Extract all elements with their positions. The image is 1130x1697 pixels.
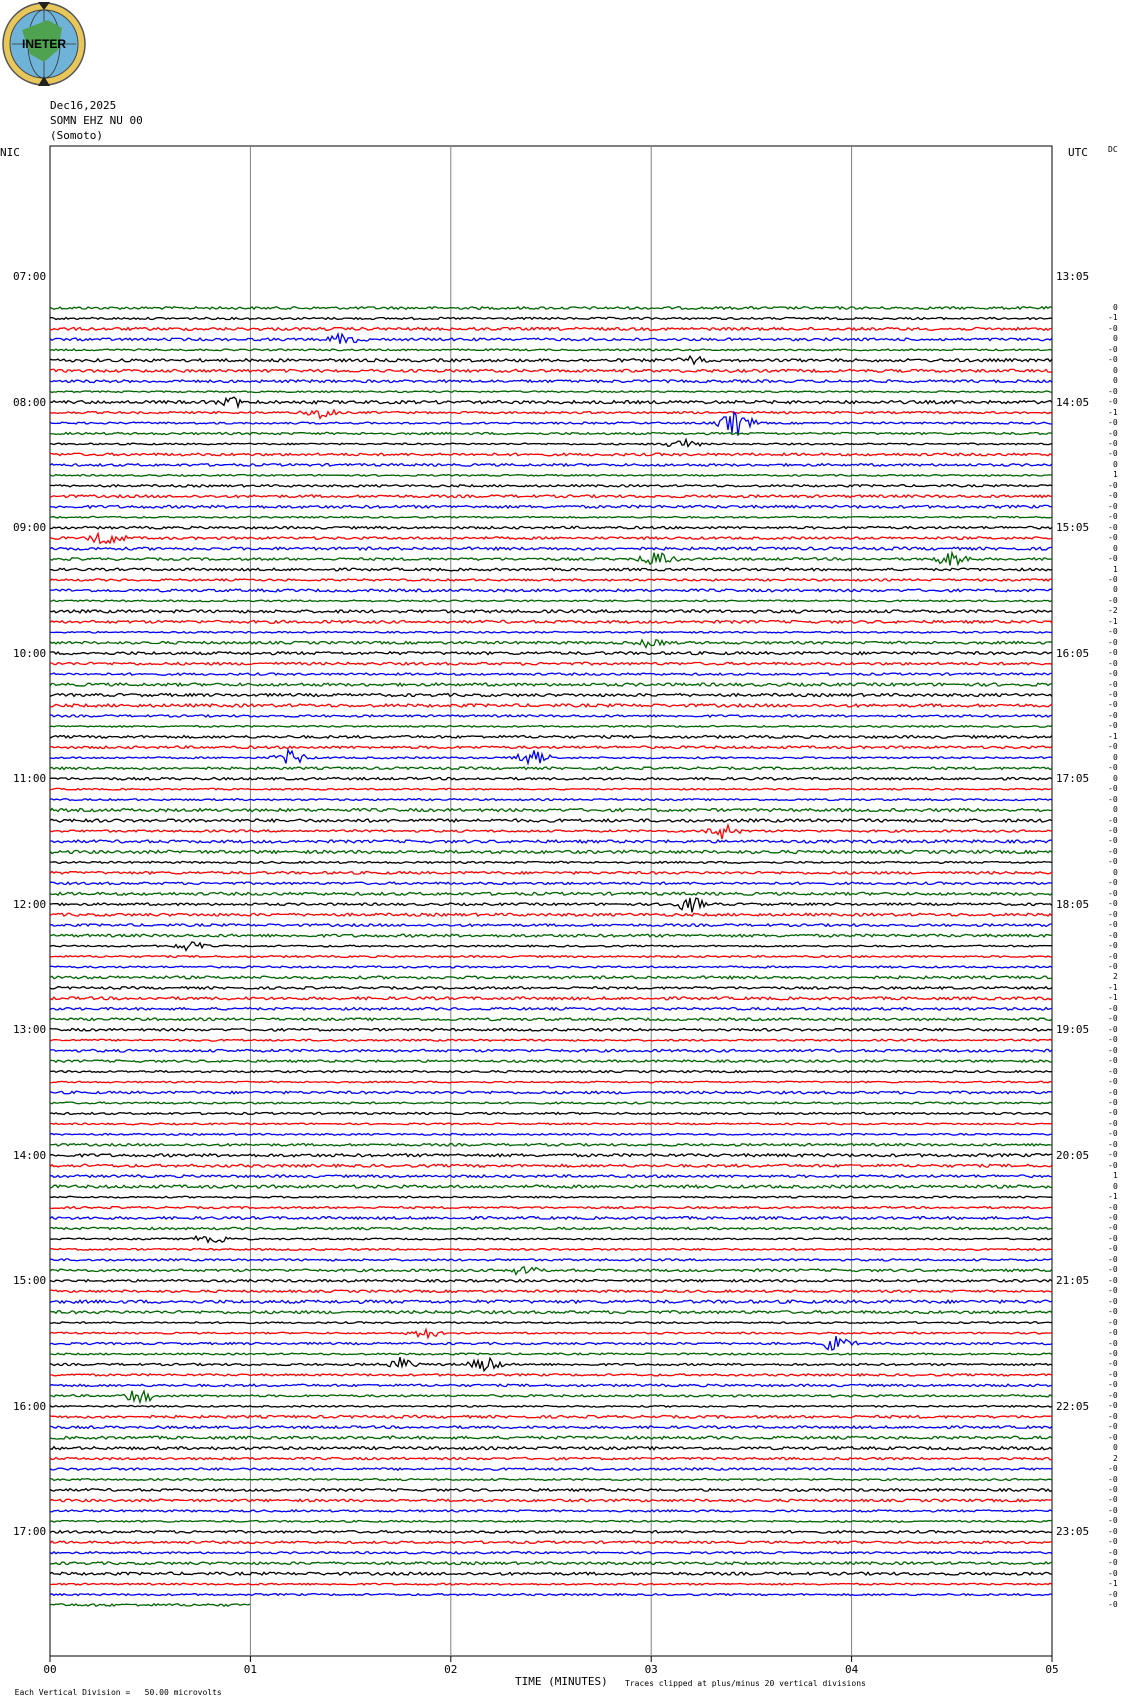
trace-offset-label: -0 xyxy=(1108,1568,1118,1578)
trace-0 xyxy=(50,307,1052,310)
trace-offset-label: -0 xyxy=(1108,930,1118,940)
trace-67 xyxy=(50,1008,1052,1011)
trace-74 xyxy=(50,1081,1052,1083)
trace-117 xyxy=(50,1531,1052,1534)
trace-110 xyxy=(50,1457,1052,1459)
trace-87 xyxy=(50,1217,1052,1220)
trace-offset-label: -0 xyxy=(1108,669,1118,679)
trace-offset-label: -0 xyxy=(1108,418,1118,428)
trace-offset-label: -0 xyxy=(1108,700,1118,710)
trace-offset-label: -0 xyxy=(1108,438,1118,448)
trace-offset-label: -0 xyxy=(1108,501,1118,511)
trace-78 xyxy=(50,1123,1052,1125)
left-timezone-label: NIC xyxy=(0,146,20,159)
trace-offset-label: -0 xyxy=(1108,522,1118,532)
trace-offset-label: 0 xyxy=(1113,543,1118,553)
scale-note-text: Each Vertical Division = 50.00 microvolts xyxy=(14,1688,222,1697)
trace-31 xyxy=(50,631,1052,633)
trace-offset-label: -0 xyxy=(1108,888,1118,898)
trace-100 xyxy=(50,1353,1052,1355)
trace-45 xyxy=(50,778,1052,780)
trace-offset-label: -0 xyxy=(1108,1390,1118,1400)
x-tick-label-0: 00 xyxy=(43,1663,57,1676)
trace-32 xyxy=(50,640,1052,648)
trace-35 xyxy=(50,673,1052,675)
trace-25 xyxy=(50,568,1052,571)
trace-33 xyxy=(50,652,1052,655)
trace-offset-label: -0 xyxy=(1108,1003,1118,1013)
trace-53 xyxy=(50,861,1052,863)
trace-offset-label: -0 xyxy=(1108,1547,1118,1557)
trace-12 xyxy=(50,432,1052,434)
hour-label-utc: 19:05 xyxy=(1056,1023,1090,1036)
hour-label-utc: 14:05 xyxy=(1056,395,1090,409)
trace-50 xyxy=(50,825,1052,839)
trace-offset-label: -1 xyxy=(1108,982,1118,992)
hour-label-local: 09:00 xyxy=(13,521,47,534)
trace-offset-label: -0 xyxy=(1108,920,1118,930)
trace-offset-label: -0 xyxy=(1108,1202,1118,1212)
trace-40 xyxy=(50,726,1052,728)
trace-offset-label: -0 xyxy=(1108,658,1118,668)
trace-offset-label: -0 xyxy=(1108,721,1118,731)
hour-label-local: 07:00 xyxy=(13,270,47,283)
hour-label-utc: 17:05 xyxy=(1056,772,1090,785)
trace-49 xyxy=(50,819,1052,822)
trace-offset-label: -0 xyxy=(1108,533,1118,543)
trace-offset-label: -0 xyxy=(1108,355,1118,365)
trace-offset-label: -0 xyxy=(1108,1526,1118,1536)
trace-4 xyxy=(50,349,1052,351)
trace-44 xyxy=(50,767,1052,770)
trace-119 xyxy=(50,1552,1052,1554)
trace-52 xyxy=(50,850,1052,853)
trace-offset-label: -0 xyxy=(1108,1129,1118,1139)
trace-113 xyxy=(50,1489,1052,1492)
trace-offset-label: -0 xyxy=(1108,1537,1118,1547)
trace-62 xyxy=(50,956,1052,958)
trace-28 xyxy=(50,600,1052,602)
trace-92 xyxy=(50,1267,1052,1275)
trace-118 xyxy=(50,1541,1052,1543)
trace-offset-label: -0 xyxy=(1108,1275,1118,1285)
trace-offset-label: -0 xyxy=(1108,1484,1118,1494)
trace-112 xyxy=(50,1479,1052,1481)
trace-36 xyxy=(50,683,1052,686)
clip-note: Traces clipped at plus/minus 20 vertical divisions xyxy=(625,1679,866,1688)
trace-111 xyxy=(50,1468,1052,1470)
hour-label-local: 12:00 xyxy=(13,897,47,911)
trace-26 xyxy=(50,579,1052,581)
trace-47 xyxy=(50,799,1052,801)
trace-offset-label: 0 xyxy=(1113,303,1118,312)
trace-offset-label: -0 xyxy=(1108,1150,1118,1160)
trace-offset-label: 0 xyxy=(1113,365,1118,375)
trace-56 xyxy=(50,892,1052,895)
trace-offset-label: -0 xyxy=(1108,1024,1118,1034)
trace-offset-label: -0 xyxy=(1108,679,1118,689)
trace-106 xyxy=(50,1415,1052,1418)
trace-offset-label: -0 xyxy=(1108,512,1118,522)
x-tick-label-3: 03 xyxy=(644,1663,658,1676)
trace-offset-label: 1 xyxy=(1113,564,1118,574)
trace-offset-label: -0 xyxy=(1108,1558,1118,1568)
trace-75 xyxy=(50,1091,1052,1094)
corner-label: DC xyxy=(1108,145,1118,154)
hour-label-local: 08:00 xyxy=(13,395,47,409)
trace-5 xyxy=(50,356,1052,364)
trace-73 xyxy=(50,1071,1052,1073)
trace-18 xyxy=(50,495,1052,498)
hour-label-utc: 21:05 xyxy=(1056,1274,1090,1287)
trace-14 xyxy=(50,453,1052,456)
trace-offset-label: -0 xyxy=(1108,836,1118,846)
hour-label-local: 10:00 xyxy=(13,646,47,660)
trace-offset-label: -0 xyxy=(1108,1286,1118,1296)
trace-offset-label: -0 xyxy=(1108,1349,1118,1358)
hour-label-utc: 13:05 xyxy=(1056,270,1090,283)
trace-offset-label: -0 xyxy=(1108,449,1118,459)
trace-offset-label: -0 xyxy=(1108,595,1118,605)
trace-offset-label: -0 xyxy=(1108,1254,1118,1264)
date-label: Dec16,2025 xyxy=(50,99,117,112)
trace-offset-label: -0 xyxy=(1108,1401,1118,1411)
trace-116 xyxy=(50,1521,1052,1523)
right-timezone-label: UTC xyxy=(1068,146,1088,159)
trace-39 xyxy=(50,715,1052,717)
trace-70 xyxy=(50,1039,1052,1041)
trace-offset-label: -0 xyxy=(1108,1035,1118,1045)
hour-label-local: 16:00 xyxy=(13,1399,47,1413)
trace-82 xyxy=(50,1164,1052,1167)
trace-offset-label: -0 xyxy=(1108,1223,1118,1233)
trace-83 xyxy=(50,1175,1052,1178)
trace-offset-label: -0 xyxy=(1108,1118,1118,1128)
trace-offset-label: 0 xyxy=(1113,773,1118,783)
trace-offset-label: -0 xyxy=(1108,627,1118,637)
trace-34 xyxy=(50,662,1052,665)
trace-offset-label: -0 xyxy=(1108,1307,1118,1317)
trace-109 xyxy=(50,1447,1052,1450)
trace-offset-label: -0 xyxy=(1108,941,1118,951)
trace-2 xyxy=(50,328,1052,331)
trace-8 xyxy=(50,391,1052,393)
trace-offset-label: -0 xyxy=(1108,1045,1118,1055)
trace-102 xyxy=(50,1374,1052,1376)
trace-91 xyxy=(50,1259,1052,1261)
trace-offset-label: -0 xyxy=(1108,899,1118,909)
trace-offset-label: -0 xyxy=(1108,1087,1118,1097)
hour-label-utc: 23:05 xyxy=(1056,1525,1090,1538)
trace-108 xyxy=(50,1436,1052,1439)
x-tick-label-2: 02 xyxy=(444,1663,458,1676)
trace-97 xyxy=(50,1322,1052,1324)
trace-offset-label: -0 xyxy=(1108,1233,1118,1243)
traces xyxy=(50,307,1052,1607)
trace-offset-label: -0 xyxy=(1108,1505,1118,1515)
trace-offset-label: -0 xyxy=(1108,1411,1118,1421)
trace-29 xyxy=(50,610,1052,613)
trace-1 xyxy=(50,317,1052,319)
trace-offset-label: 0 xyxy=(1113,459,1118,469)
trace-offset-label: -1 xyxy=(1108,993,1118,1003)
x-tick-label-4: 04 xyxy=(844,1663,859,1676)
trace-22 xyxy=(50,534,1052,544)
trace-offset-label: -0 xyxy=(1108,648,1118,658)
trace-48 xyxy=(50,809,1052,812)
trace-offset-label: -0 xyxy=(1108,846,1118,856)
trace-offset-label: -0 xyxy=(1108,554,1118,564)
trace-offset-label: -0 xyxy=(1108,1474,1118,1484)
trace-19 xyxy=(50,505,1052,508)
trace-81 xyxy=(50,1154,1052,1157)
trace-93 xyxy=(50,1280,1052,1282)
trace-offset-label: -0 xyxy=(1108,344,1118,354)
trace-offset-label: -0 xyxy=(1108,480,1118,490)
trace-offset-label: -0 xyxy=(1108,690,1118,700)
trace-23 xyxy=(50,547,1052,550)
trace-offset-label: -0 xyxy=(1108,1056,1118,1066)
trace-offset-label: -0 xyxy=(1108,1589,1118,1599)
trace-offset-label: -0 xyxy=(1108,742,1118,752)
trace-offset-label: -0 xyxy=(1108,1097,1118,1107)
trace-offset-label: -1 xyxy=(1108,616,1118,626)
trace-55 xyxy=(50,882,1052,884)
trace-offset-label: 0 xyxy=(1113,867,1118,877)
trace-offset-label: -1 xyxy=(1108,1192,1118,1202)
trace-98 xyxy=(50,1329,1052,1337)
trace-9 xyxy=(50,397,1052,407)
trace-offset-label: -2 xyxy=(1108,606,1118,616)
trace-94 xyxy=(50,1290,1052,1292)
trace-offset-label: -0 xyxy=(1108,961,1118,971)
trace-offset-label: -0 xyxy=(1108,710,1118,720)
trace-offset-label: -0 xyxy=(1108,1369,1118,1379)
trace-24 xyxy=(50,553,1052,566)
trace-89 xyxy=(50,1236,1052,1242)
trace-121 xyxy=(50,1572,1052,1575)
trace-76 xyxy=(50,1102,1052,1104)
hour-label-utc: 18:05 xyxy=(1056,897,1090,911)
trace-offset-label: -0 xyxy=(1108,1422,1118,1432)
trace-42 xyxy=(50,746,1052,749)
trace-offset-label: -0 xyxy=(1108,1108,1118,1118)
trace-offset-label: -0 xyxy=(1108,574,1118,584)
trace-offset-label: -0 xyxy=(1108,491,1118,501)
trace-offset-label: -0 xyxy=(1108,784,1118,794)
x-tick-label-5: 05 xyxy=(1045,1663,1059,1676)
trace-offset-label: 1 xyxy=(1113,470,1118,480)
trace-offset-label: -0 xyxy=(1108,1244,1118,1254)
trace-16 xyxy=(50,475,1052,477)
trace-offset-label: -0 xyxy=(1108,1516,1118,1526)
trace-offset-label: 0 xyxy=(1113,376,1118,386)
trace-offset-label: -0 xyxy=(1108,386,1118,396)
trace-46 xyxy=(50,788,1052,790)
trace-offset-label: -0 xyxy=(1108,826,1118,835)
trace-71 xyxy=(50,1049,1052,1052)
logo-text: INETER xyxy=(21,37,67,51)
trace-offset-label: 2 xyxy=(1113,1453,1118,1463)
trace-offset-label: -1 xyxy=(1108,407,1118,417)
trace-offset-label: -0 xyxy=(1108,1160,1118,1170)
trace-offset-label: -0 xyxy=(1108,1495,1118,1505)
trace-80 xyxy=(50,1144,1052,1146)
trace-offset-label: -0 xyxy=(1108,1066,1118,1076)
trace-61 xyxy=(50,942,1052,950)
trace-offset-label: -0 xyxy=(1108,1432,1118,1442)
trace-72 xyxy=(50,1060,1052,1062)
trace-offset-label: -0 xyxy=(1108,1265,1118,1275)
x-axis-label: TIME (MINUTES) xyxy=(515,1675,608,1688)
trace-64 xyxy=(50,976,1052,979)
trace-offset-label: 0 xyxy=(1113,585,1118,595)
trace-123 xyxy=(50,1594,1052,1596)
trace-offset-label: -0 xyxy=(1108,397,1118,407)
trace-offset-label: 0 xyxy=(1113,1181,1118,1191)
trace-offset-label: -0 xyxy=(1108,794,1118,804)
trace-51 xyxy=(50,840,1052,843)
trace-offset-label: 0 xyxy=(1113,752,1118,762)
trace-offset-label: -0 xyxy=(1108,1338,1118,1348)
hour-label-local: 15:00 xyxy=(13,1274,47,1287)
trace-57 xyxy=(50,898,1052,913)
hour-label-utc: 16:05 xyxy=(1056,646,1090,660)
trace-69 xyxy=(50,1029,1052,1032)
hour-label-local: 14:00 xyxy=(13,1148,47,1162)
trace-offset-label: -0 xyxy=(1108,1014,1118,1024)
trace-17 xyxy=(50,485,1052,487)
trace-offset-label: 0 xyxy=(1113,1443,1118,1453)
trace-65 xyxy=(50,987,1052,989)
trace-38 xyxy=(50,704,1052,707)
trace-99 xyxy=(50,1336,1052,1350)
hour-label-local: 17:00 xyxy=(13,1525,47,1538)
trace-offset-label: -0 xyxy=(1108,637,1118,647)
trace-offset-label: -0 xyxy=(1108,1296,1118,1306)
trace-offset-label: -0 xyxy=(1108,428,1118,438)
trace-offset-label: -0 xyxy=(1108,1328,1118,1338)
scale-note xyxy=(5,1679,222,1697)
trace-15 xyxy=(50,464,1052,467)
trace-41 xyxy=(50,736,1052,739)
trace-offset-label: -0 xyxy=(1108,1077,1118,1087)
trace-offset-label: -0 xyxy=(1108,1139,1118,1149)
trace-offset-label: -0 xyxy=(1108,857,1118,867)
trace-20 xyxy=(50,516,1052,518)
trace-10 xyxy=(50,410,1052,418)
x-tick-label-1: 01 xyxy=(243,1663,258,1676)
trace-77 xyxy=(50,1112,1052,1114)
trace-offset-label: -0 xyxy=(1108,1213,1118,1223)
trace-68 xyxy=(50,1018,1052,1021)
trace-122 xyxy=(50,1583,1052,1585)
trace-103 xyxy=(50,1384,1052,1386)
trace-offset-label: -0 xyxy=(1108,323,1118,333)
trace-54 xyxy=(50,872,1052,875)
trace-offset-label: 0 xyxy=(1113,805,1118,815)
trace-offset-label: -0 xyxy=(1108,878,1118,888)
trace-offset-label: -1 xyxy=(1108,313,1118,323)
trace-59 xyxy=(50,924,1052,927)
hour-label-local: 11:00 xyxy=(13,772,47,785)
hour-label-utc: 22:05 xyxy=(1056,1399,1090,1413)
trace-7 xyxy=(50,380,1052,383)
location-label: (Somoto) xyxy=(50,129,103,142)
trace-101 xyxy=(50,1357,1052,1371)
trace-85 xyxy=(50,1196,1052,1198)
trace-114 xyxy=(50,1499,1052,1502)
trace-offset-label: -0 xyxy=(1108,1317,1118,1327)
trace-offset-label: -0 xyxy=(1108,1600,1118,1610)
trace-60 xyxy=(50,934,1052,937)
trace-84 xyxy=(50,1185,1052,1188)
trace-105 xyxy=(50,1406,1052,1408)
trace-30 xyxy=(50,620,1052,623)
trace-offset-label: 1 xyxy=(1113,1171,1118,1181)
trace-58 xyxy=(50,913,1052,916)
trace-79 xyxy=(50,1134,1052,1136)
trace-86 xyxy=(50,1207,1052,1209)
trace-63 xyxy=(50,966,1052,968)
trace-6 xyxy=(50,369,1052,372)
trace-offset-label: -1 xyxy=(1108,731,1118,741)
trace-offset-label: -0 xyxy=(1108,951,1118,961)
trace-3 xyxy=(50,334,1052,344)
trace-offset-label: 0 xyxy=(1113,334,1118,344)
trace-27 xyxy=(50,589,1052,592)
trace-120 xyxy=(50,1562,1052,1565)
trace-37 xyxy=(50,694,1052,697)
trace-107 xyxy=(50,1426,1052,1429)
trace-offset-label: -0 xyxy=(1108,909,1118,919)
hour-label-local: 13:00 xyxy=(13,1023,47,1036)
trace-offset-label: -1 xyxy=(1108,1579,1118,1589)
trace-offset-label: -0 xyxy=(1108,1359,1118,1369)
trace-104 xyxy=(50,1391,1052,1403)
trace-66 xyxy=(50,997,1052,1000)
hour-label-utc: 20:05 xyxy=(1056,1148,1090,1162)
trace-43 xyxy=(50,750,1052,764)
hour-label-utc: 15:05 xyxy=(1056,521,1090,534)
trace-offset-label: -0 xyxy=(1108,763,1118,773)
trace-13 xyxy=(50,440,1052,447)
trace-90 xyxy=(50,1249,1052,1251)
trace-21 xyxy=(50,526,1052,529)
trace-96 xyxy=(50,1311,1052,1314)
trace-offset-label: 2 xyxy=(1113,972,1118,982)
x-tick-labels xyxy=(43,1656,1058,1676)
trace-88 xyxy=(50,1227,1052,1229)
trace-offset-label: -0 xyxy=(1108,1464,1118,1474)
trace-124 xyxy=(50,1604,250,1606)
trace-115 xyxy=(50,1510,1052,1512)
trace-95 xyxy=(50,1300,1052,1303)
station-label: SOMN EHZ NU 00 xyxy=(50,114,143,127)
trace-offset-label: -0 xyxy=(1108,1380,1118,1390)
trace-offset-label: -0 xyxy=(1108,815,1118,825)
